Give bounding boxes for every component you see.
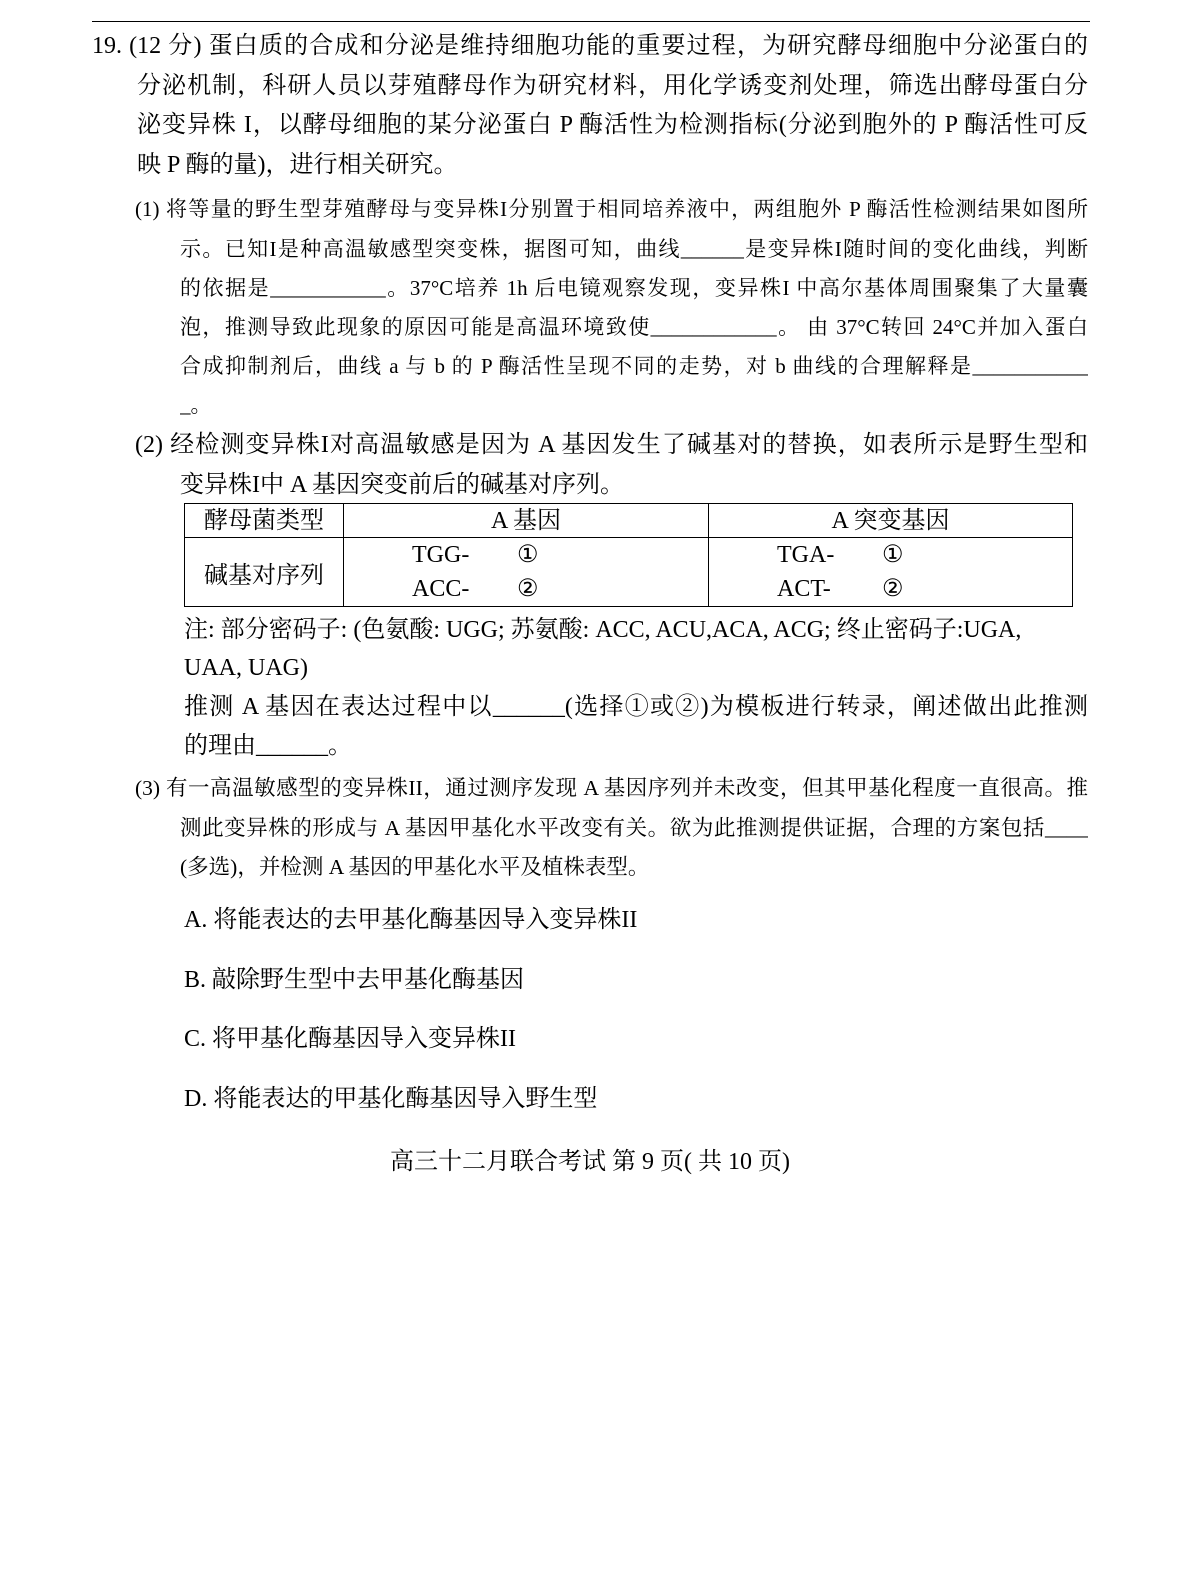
sequence-table [184,503,1073,607]
strand-number: ② [517,576,539,602]
stem-line: 19. (12 分) 蛋白质的合成和分泌是维持细胞功能的重要过程，为研究酵母细胞中分泌蛋白的 [92,33,1088,59]
sequence-text: ACT- [777,576,831,602]
stem-line: 泌变异株 I，以酵母细胞的某分泌蛋白 P 酶活性为检测指标(分泌到胞外的 P 酶活性可反 [137,112,1088,139]
part-3-options [184,891,1004,1130]
option-text: 将能表达的去甲基化酶基因导入变异株II [213,907,638,933]
strand-number: ① [882,542,904,568]
strand-line [412,538,708,572]
part-1-line: 泡，推测导致此现象的原因可能是高温环境致使____________。 由 37°C转回 24°C并加入蛋白 [180,314,1088,339]
option-c [184,1010,1004,1070]
part-2-line: (2) 经检测变异株I对高温敏感是因为 A 基因发生了碱基对的替换，如表所示是野生型和 [135,432,1088,458]
strand-line [777,572,1072,606]
part-3 [135,769,1088,888]
part-3-line: (多选)，并检测 A 基因的甲基化水平及植株表型。 [180,855,650,879]
part-2-note-and-ask [184,611,1088,766]
part-3-line: 测此变异株的形成与 A 基因甲基化水平改变有关。欲为此推测提供证据，合理的方案包括____ [180,815,1088,840]
header-a-mutant-gene: A 突变基因 [709,504,1073,538]
sequence-text: ACC- [412,576,470,602]
strand-number: ② [882,576,904,602]
table-header-row [185,504,1073,538]
strand-number: ① [517,542,539,568]
page-footer: 高三十二月联合考试 第 9 页( 共 10 页) [390,1149,790,1175]
stem-line: 映 P 酶的量)，进行相关研究。 [137,152,458,179]
part-2-intro [135,425,1088,505]
codon-note-line: 注: 部分密码子: (色氨酸: UGG; 苏氨酸: ACC, ACU,ACA, ACG; 终止密码子:UGA, [184,616,1022,643]
option-label: A. [184,907,208,933]
header-a-gene: A 基因 [344,504,709,538]
part-2-ask-line: 推测 A 基因在表达过程中以______(选择①或②)为模板进行转录，阐述做出此推测 [184,693,1088,720]
option-a [184,891,1004,951]
option-b [184,951,1004,1011]
option-label: D. [184,1086,208,1113]
part-1 [135,190,1088,425]
mutant-sequences [709,538,1073,607]
top-rule [92,21,1090,22]
part-2-ask-line: 的理由______。 [184,732,352,759]
part-2-line: 变异株I中 A 基因突变前后的碱基对序列。 [180,472,624,498]
sequence-text: TGG- [412,542,470,568]
strand-line [412,572,708,606]
wild-type-sequences [344,538,709,607]
question-19-stem [92,27,1088,186]
stem-line: 分泌机制，科研人员以芽殖酵母作为研究材料，用化学诱变剂处理，筛选出酵母蛋白分 [137,72,1088,99]
option-d [184,1070,1004,1130]
row-label-sequence: 碱基对序列 [185,538,344,607]
sequence-text: TGA- [777,542,835,568]
part-3-line: (3) 有一高温敏感型的变异株II，通过测序发现 A 基因序列并未改变，但其甲基化程度一直很高。推 [135,776,1088,800]
option-text: 将能表达的甲基化酶基因导入野生型 [213,1086,598,1113]
option-text: 将甲基化酶基因导入变异株II [212,1026,516,1053]
table-row [185,538,1073,607]
codon-note-line: UAA, UAG) [184,655,308,682]
option-label: B. [184,966,207,993]
option-text: 敲除野生型中去甲基化酶基因 [212,966,525,993]
part-1-line: 示。已知I是种高温敏感型突变株，据图可知，曲线______是变异株I随时间的变化曲线，判断 [180,236,1088,261]
part-1-line: 合成抑制剂后，曲线 a 与 b 的 P 酶活性呈现不同的走势，对 b 曲线的合理解释是___________ [180,354,1088,379]
header-yeast-type: 酵母菌类型 [185,504,344,538]
part-1-line: 的依据是___________。37°C培养 1h 后电镜观察发现，变异株I 中高尔基体周围聚集了大量囊 [180,275,1088,300]
option-label: C. [184,1026,207,1053]
strand-line [777,538,1072,572]
part-1-line: (1) 将等量的野生型芽殖酵母与变异株I分别置于相同培养液中，两组胞外 P 酶活性检测结果如图所 [135,197,1088,222]
part-1-line: _。 [180,393,212,418]
